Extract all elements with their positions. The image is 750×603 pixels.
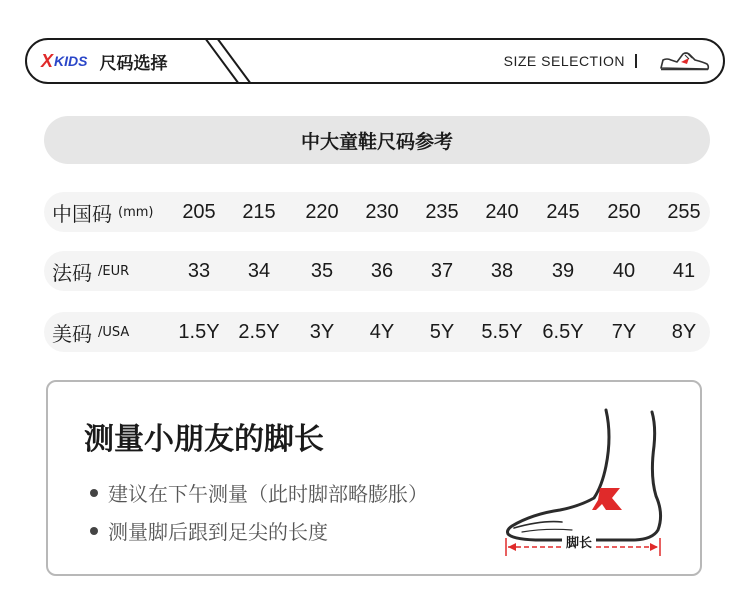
size-cell: 6.5Y [542,320,584,343]
size-cell: 34 [247,259,271,282]
brand-logo-x: X [41,50,54,71]
size-cell: 37 [430,259,454,282]
size-cell: 3Y [309,320,335,343]
size-cell: 205 [182,200,216,223]
header-right [504,40,711,82]
row-label-unit: /USA [98,324,130,340]
size-cell: 8Y [671,320,697,343]
size-selection-divider [635,54,637,68]
header-title: 尺码选择 [99,53,168,74]
tip-text: 测量脚后跟到足尖的长度 [108,520,328,544]
bullet-dot [90,489,98,497]
size-cell: 33 [187,259,211,282]
size-cell: 5Y [429,320,455,343]
size-cell: 4Y [369,320,395,343]
size-cell: 250 [607,200,641,223]
row-label-main: 法码 [52,260,92,285]
brand-logo [41,51,87,72]
size-cell: 38 [490,259,514,282]
row-label [52,192,153,232]
size-cell: 240 [485,200,519,223]
size-cell: 41 [672,259,696,282]
measure-title: 测量小朋友的脚长 [84,422,324,457]
tip-item [90,516,328,545]
bullet-dot [90,527,98,535]
size-cell: 230 [365,200,399,223]
row-label-unit: (mm) [118,204,154,220]
size-cell: 35 [310,259,334,282]
size-cell: 5.5Y [481,320,523,343]
size-cell: 36 [370,259,394,282]
size-cell: 40 [612,259,636,282]
header-bar [25,38,725,84]
size-cell: 255 [667,200,701,223]
size-row-eur [44,251,710,291]
measure-card [46,380,702,576]
size-cell: 7Y [611,320,637,343]
size-row-cn [44,192,710,232]
foot-length-label: 脚长 [562,532,596,551]
row-label-unit: /EUR [98,263,130,279]
row-label-main: 中国码 [52,201,112,226]
tip-item [90,478,428,507]
row-label [52,312,129,352]
header-left [27,40,227,82]
tip-text: 建议在下午测量（此时脚部略膨胀） [108,482,428,506]
header-divider-slash [205,38,265,84]
size-selection-label: SIZE SELECTION [503,53,625,69]
size-cell: 2.5Y [238,320,280,343]
row-label [52,251,129,291]
size-row-usa [44,312,710,352]
size-cell: 39 [551,259,575,282]
size-cell: 1.5Y [178,320,220,343]
brand-logo-kids: KIDS [54,53,88,69]
subtitle-text: 中大童鞋尺码参考 [300,130,453,153]
size-cell: 215 [242,200,276,223]
shoe-icon [659,48,711,74]
size-cell: 235 [425,200,459,223]
row-label-main: 美码 [52,321,92,346]
size-cell: 220 [305,200,339,223]
size-cell: 245 [546,200,580,223]
subtitle-banner [44,116,710,164]
